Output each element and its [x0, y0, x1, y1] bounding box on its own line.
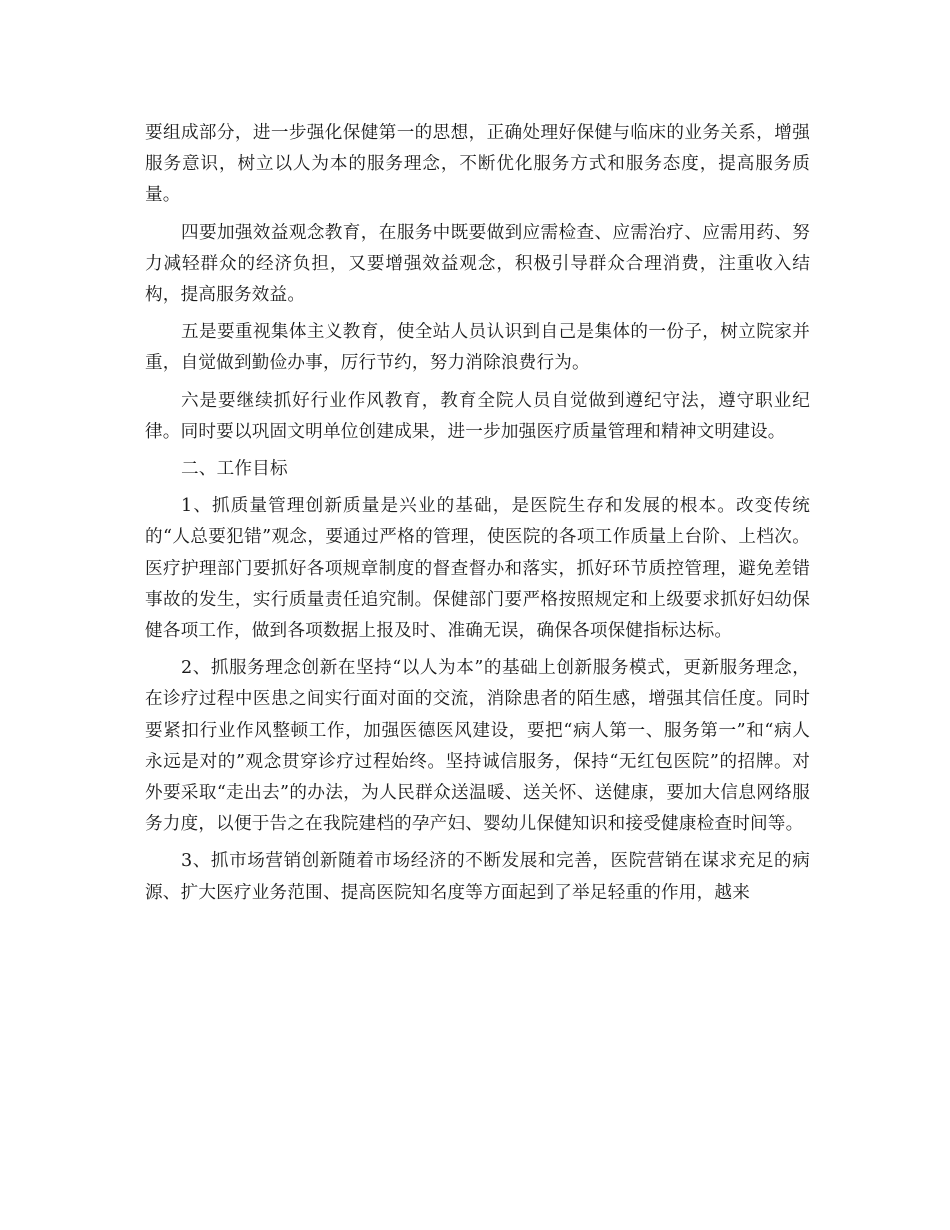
paragraph: 要组成部分，进一步强化保健第一的思想，正确处理好保健与临床的业务关系，增强服务意识，树立以人为本的服务理念，不断优化服务方式和服务态度，提高服务质量。 [145, 123, 810, 206]
document-body [145, 118, 810, 915]
paragraph: 2、抓服务理念创新在坚持“以人为本”的基础上创新服务模式，更新服务理念，在诊疗过程中医患之间实行面对面的交流，消除患者的陌生感，增强其信任度。同时要紧扣行业作风整顿工作，加强医德医风建设，要把“病人第一、服务第一”和“病人永远是对的”观念贯穿诊疗过程始终。坚持诚信服务，保持“无红包医院”的招牌。对外要采取“走出去”的办法，为人民群众送温暖、送关怀、送健康，要加大信息网络服务力度，以便于告之在我院建档的孕产妇、婴幼儿保健知识和接受健康检查时间等。 [145, 658, 810, 835]
paragraph: 六是要继续抓好行业作风教育，教育全院人员自觉做到遵纪守法，遵守职业纪律。同时要以巩固文明单位创建成果，进一步加强医疗质量管理和精神文明建设。 [145, 390, 810, 442]
section-heading: 二、工作目标 [181, 459, 288, 480]
paragraph: 五是要重视集体主义教育，使全站人员认识到自己是集体的一份子，树立院家并重，自觉做到勤俭办事，厉行节约，努力消除浪费行为。 [145, 322, 810, 374]
paragraph: 1、抓质量管理创新质量是兴业的基础，是医院生存和发展的根本。改变传统的“人总要犯错”观念，要通过严格的管理，使医院的各项工作质量上台阶、上档次。医疗护理部门要抓好各项规章制度的督查督办和落实，抓好环节质控管理，避免差错事故的发生，实行质量责任追究制。保健部门要严格按照规定和上级要求抓好妇幼保健各项工作，做到各项数据上报及时、准确无误，确保各项保健指标达标。 [145, 496, 810, 642]
paragraph: 四要加强效益观念教育，在服务中既要做到应需检查、应需治疗、应需用药、努力减轻群众的经济负担，又要增强效益观念，积极引导群众合理消费，注重收入结构，提高服务效益。 [145, 222, 810, 306]
paragraph: 3、抓市场营销创新随着市场经济的不断发展和完善，医院营销在谋求充足的病源、扩大医疗业务范围、提高医院知名度等方面起到了举足轻重的作用，越来 [145, 851, 810, 903]
